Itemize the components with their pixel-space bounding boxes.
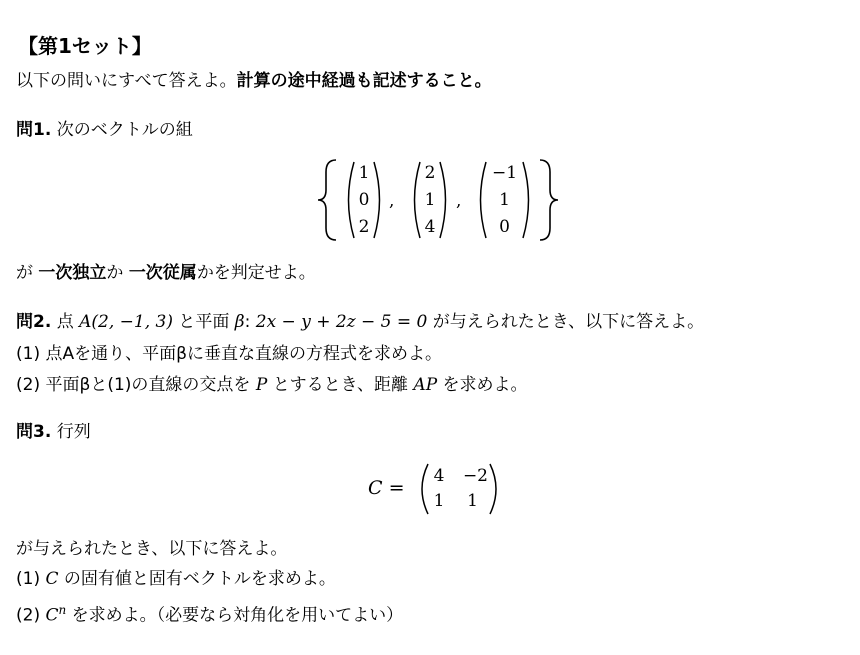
q1-label: 問1. [16,120,52,140]
v3-entry: −1 [491,163,518,183]
q2-point: A(2, −1, 3) [79,312,173,332]
v1-entry: 1 [358,163,370,183]
q1-mid: か [106,263,124,283]
matrix-cell: 1 [467,491,478,511]
v1-right-paren [374,162,380,238]
right-brace [540,160,558,240]
q1-bold-independent: 一次独立 [38,263,107,283]
q2-sub2-ap: AP [413,375,438,395]
v2-right-paren [440,162,446,238]
q2-colon: : [244,312,251,332]
v3-right-paren [523,162,529,238]
v1-entry: 0 [358,190,370,210]
q3-sub1-pre: (1) [16,569,41,589]
q1-after-pre: が [16,263,33,283]
q2-plane-eq: 2x − y + 2z − 5 = 0 [255,312,428,332]
q3-sub1-post: の固有値と固有ベクトルを求めよ。 [63,569,336,589]
q2-pre: 点 [56,312,74,332]
v3-entry: 1 [499,190,510,210]
q2-sub2-mid: とするとき、距離 [272,375,409,395]
q2-sub2-p: P [255,375,268,395]
q1-bold-dependent: 一次従属 [128,263,197,283]
q2-sub2-post: を求めよ。 [442,375,528,395]
v2-entry: 2 [424,163,436,183]
matrix-cell: −2 [462,466,488,486]
intro-text: 以下の問いにすべて答えよ。 [16,71,237,91]
q1-question [16,262,316,284]
matrix-cell: 1 [433,491,445,511]
v2-entry: 4 [424,217,436,237]
intro-bold: 計算の途中経過も記述すること。 [236,71,492,91]
matrix-row [430,489,488,514]
q3-sub2 [16,599,403,627]
q3-sub1-c: C [45,569,59,589]
q3-sub2-post: を求めよ。（必要なら対角化を用いてよい） [71,605,404,626]
q1-after-post: かを判定せよ。 [196,263,316,283]
q3-label: 問3. [16,422,52,442]
q2-label: 問2. [16,312,52,332]
matrix-name: C = [368,477,405,499]
vector-1 [354,160,374,241]
q2-heading [16,311,704,333]
matrix-left-paren [422,464,428,514]
q2-mid: と平面 [178,312,230,332]
v2-entry: 1 [424,190,436,210]
q1-text: 次のベクトルの組 [56,120,193,140]
set-title: 【第1セット】 [18,34,152,58]
v3-entry: 0 [499,217,510,237]
q3-sub2-pre: (2) [16,605,41,626]
matrix-right-paren [490,464,496,514]
matrix-cell: 4 [433,466,445,486]
comma: , [389,191,395,211]
q3-text: 行列 [56,422,91,442]
v1-entry: 2 [358,217,370,237]
q2-sub2 [16,374,528,396]
vector-2 [420,160,440,241]
vector-3 [486,160,523,241]
left-brace [318,160,336,240]
q3-sub2-c: C [45,605,59,626]
q2-plane-name: β [234,312,245,332]
q3-sub2-exponent: n [58,603,67,617]
q2-sub1: (1) 点Aを通り、平面βに垂直な直線の方程式を求めよ。 [16,344,442,364]
q3-heading [16,421,91,443]
q3-sub1 [16,568,336,590]
comma: , [456,191,462,211]
q2-sub2-pre: (2) 平面βと(1)の直線の交点を [16,375,251,395]
matrix-row [430,464,488,489]
q2-post: が与えられたとき、以下に答えよ。 [432,312,705,332]
matrix-c [430,464,488,514]
q3-given: が与えられたとき、以下に答えよ。 [16,539,288,559]
